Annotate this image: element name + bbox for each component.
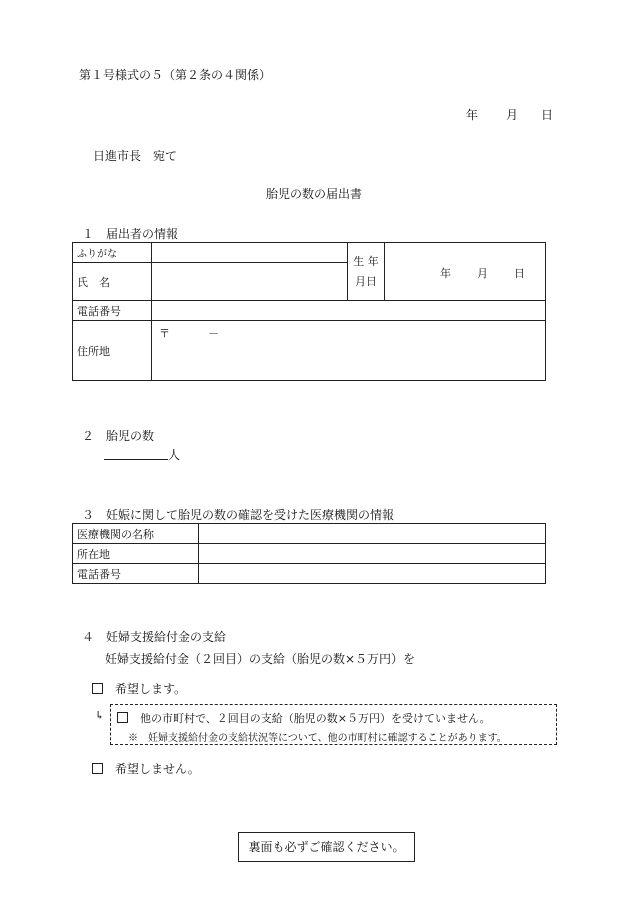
institution-phone-label: 電話番号: [73, 564, 199, 584]
section3-heading: ３ 妊娠に関して胎児の数の確認を受けた医療機関の情報: [82, 508, 395, 522]
section4-lead: 妊婦支援給付金（２回目）の支給（胎児の数×５万円）を: [105, 652, 416, 666]
sub-option-checkbox[interactable]: [117, 712, 128, 723]
birth-label-bottom: 月日: [355, 274, 377, 288]
medical-institution-table: [72, 523, 546, 584]
institution-phone-field[interactable]: [199, 564, 546, 584]
birth-day: 日: [514, 267, 525, 280]
furigana-field[interactable]: [152, 243, 348, 263]
sub-option-note: ※ 妊婦支援給付金の支給状況等について、他の市町村に確認することがあります。: [128, 733, 507, 744]
date-year: 年: [466, 108, 479, 122]
birth-label: [348, 243, 385, 301]
sub-option[interactable]: [117, 710, 491, 726]
institution-address-label: 所在地: [73, 544, 199, 564]
section4-heading: ４ 妊婦支援給付金の支給: [82, 630, 227, 644]
phone-label: 電話番号: [73, 301, 152, 321]
option-no-label: 希望しません。: [115, 762, 200, 776]
form-number: 第１号様式の５（第２条の４関係）: [79, 68, 272, 82]
phone-field[interactable]: [152, 301, 546, 321]
institution-name-field[interactable]: [199, 524, 546, 544]
option-yes-checkbox[interactable]: [92, 683, 103, 694]
birth-date-field[interactable]: [385, 243, 546, 301]
fetus-count-field[interactable]: [104, 458, 168, 460]
option-no-checkbox[interactable]: [92, 763, 103, 774]
footer-notice: 裏面も必ずご確認ください。: [248, 840, 405, 854]
sub-option-label: 他の市町村で、２回目の支給（胎児の数×５万円）を受けていません。: [140, 712, 491, 725]
address-label: 住所地: [73, 321, 152, 381]
arrow-icon: ↳: [95, 709, 105, 722]
institution-name-label: 医療機関の名称: [73, 524, 199, 544]
applicant-table: [72, 242, 546, 381]
institution-address-field[interactable]: [199, 544, 546, 564]
birth-label-top: 生 年: [353, 254, 379, 268]
date-day: 日: [541, 108, 554, 122]
furigana-label: ふりがな: [73, 243, 152, 263]
option-yes-label: 希望します。: [115, 682, 187, 696]
name-field[interactable]: [152, 263, 348, 301]
date-month: 月: [506, 108, 519, 122]
addressee: 日進市長 宛て: [93, 149, 178, 163]
section1-heading: １ 届出者の情報: [82, 227, 179, 241]
birth-month: 月: [477, 267, 488, 280]
postal-dash: －: [208, 327, 219, 340]
sub-option-box: [110, 704, 557, 745]
section2-heading: ２ 胎児の数: [82, 429, 155, 443]
footer-notice-box: [238, 832, 415, 862]
page-title: 胎児の数の届出書: [266, 187, 363, 201]
birth-year: 年: [440, 267, 451, 280]
name-label: 氏 名: [73, 263, 152, 301]
address-field[interactable]: [152, 321, 546, 381]
fetus-count-unit: 人: [168, 448, 181, 462]
postal-mark: 〒: [159, 327, 170, 340]
option-yes[interactable]: [92, 680, 186, 697]
option-no[interactable]: [92, 760, 200, 777]
